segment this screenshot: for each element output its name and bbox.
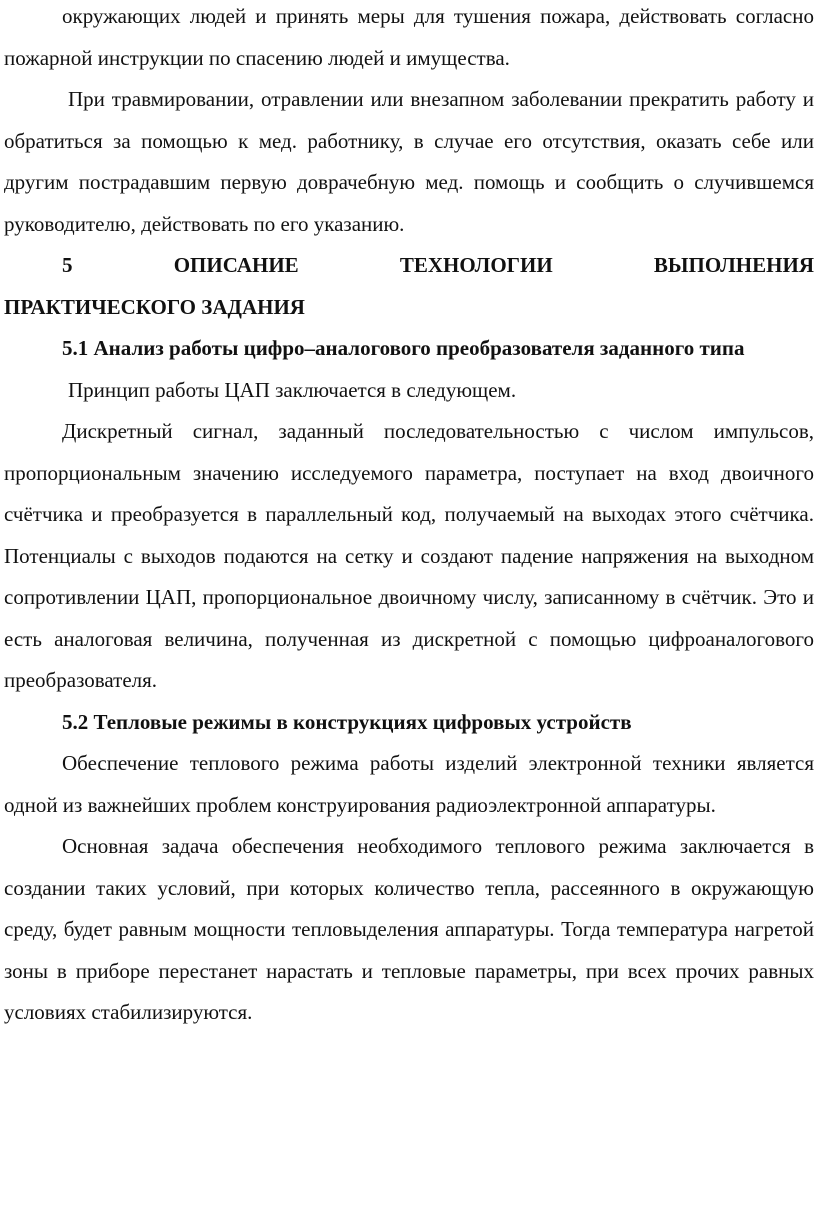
section-5-word-2: ТЕХНОЛОГИИ [399,253,553,277]
paragraph-thermal-intro: Обеспечение теплового режима работы изделий электронной техники является одной из важнейших проблем конструирования радиоэлектронной аппаратуры. [4,751,814,817]
paragraph-injury-instructions: При травмировании, отравлении или внезапном заболевании прекратить работу и обратиться за помощью к мед. работнику, в случае его отсутствия, оказать себе или другим пострадавшим первую доврачебную мед. помощь и сообщить о случившемся руководителю, действовать по его указанию. [4,87,814,236]
section-5-2-heading: 5.2 Тепловые режимы в конструкциях цифровых устройств [62,709,632,734]
section-5-word-3: ВЫПОЛНЕНИЯ [653,253,814,277]
paragraph-dac-description: Дискретный сигнал, заданный последовательностью с числом импульсов, пропорциональным значению исследуемого параметра, поступает на вход двоичного счётчика и преобразуется в параллельный код, получаемый на выходах этого счётчика. Потенциалы с выходов подаются на сетку и создают падение напряжения на выходном сопротивлении ЦАП, пропорциональное двоичному числу, записанному в счётчик. Это и есть аналоговая величина, полученная из дискретной с помощью цифроаналогового преобразователя. [4,419,814,692]
paragraph-fire-safety: окружающих людей и принять меры для тушения пожара, действовать согласно пожарной инструкции по спасению людей и имущества. [4,4,814,70]
section-5-heading-line2: ПРАКТИЧЕСКОГО ЗАДАНИЯ [4,294,305,319]
section-5-word-1: ОПИСАНИЕ [173,253,299,277]
section-5-heading [4,245,814,328]
section-5-number: 5 [62,253,73,277]
section-5-1-heading: 5.1 Анализ работы цифро–аналогового преобразователя заданного типа [62,336,745,360]
paragraph-thermal-task: Основная задача обеспечения необходимого теплового режима заключается в создании таких условий, при которых количество тепла, рассеянного в окружающую среду, будет равным мощности тепловыделения аппаратуры. Тогда температура нагретой зоны в приборе перестанет нарастать и тепловые параметры, при всех прочих равных условиях стабилизируются. [4,834,814,1024]
section-5-heading-line1 [4,245,814,287]
paragraph-dac-principle: Принцип работы ЦАП заключается в следующем. [68,377,517,402]
